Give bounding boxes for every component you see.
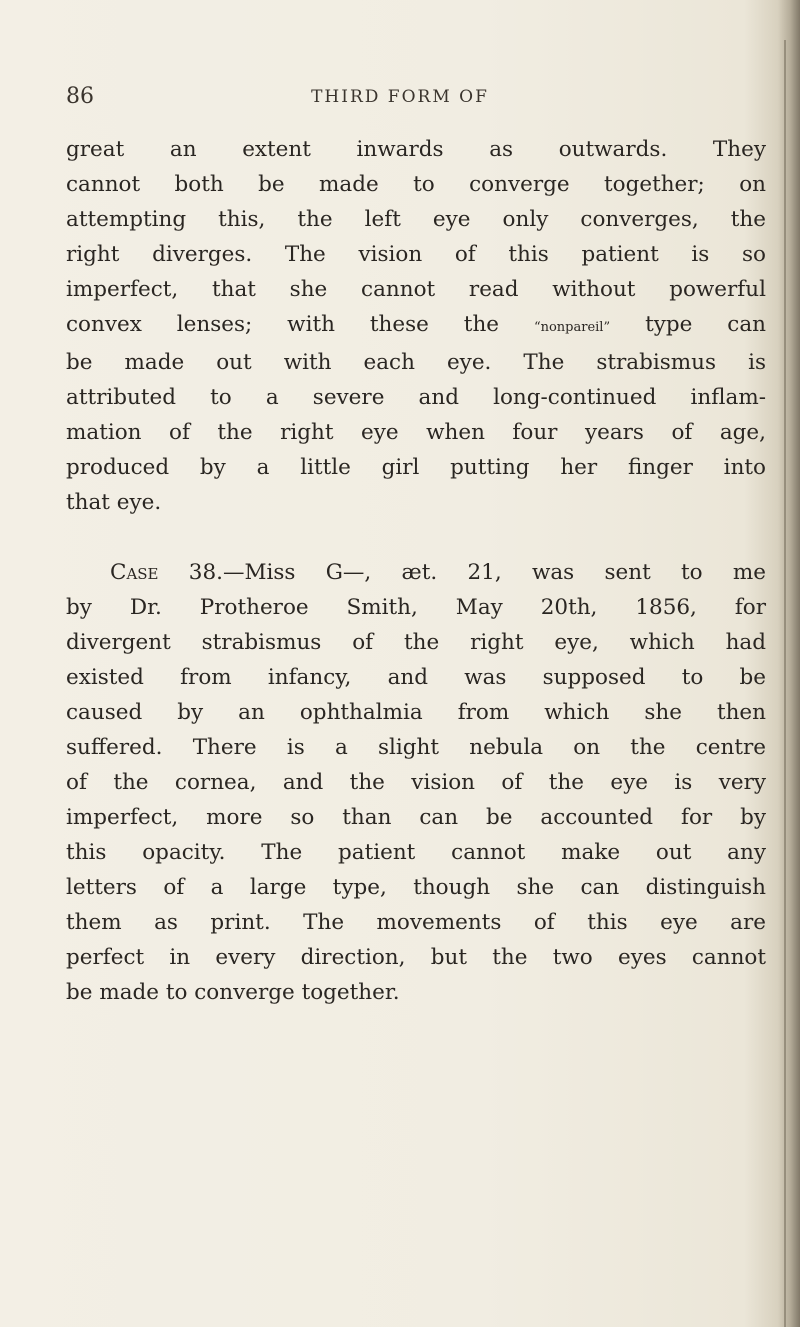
paragraph-1 <box>66 132 766 520</box>
text-fragment: convex lenses; with these the <box>66 312 534 337</box>
text-line: them as print. The movements of this eye are <box>66 910 766 935</box>
text-line: attempting this, the left eye only converges, the <box>66 207 766 232</box>
paragraph-gap <box>66 520 766 555</box>
text-line: right diverges. The vision of this patient is so <box>66 242 766 267</box>
page-edge-line <box>784 40 786 1327</box>
page-number: 86 <box>66 84 94 109</box>
text-line: be made to converge together. <box>66 980 400 1005</box>
text-line: that eye. <box>66 490 162 515</box>
text-line: of the cornea, and the vision of the eye is very <box>66 770 766 795</box>
body-text <box>66 132 766 1010</box>
case-label: Case 38. <box>110 560 223 585</box>
text-line: existed from infancy, and was supposed to be <box>66 665 766 690</box>
text-line: produced by a little girl putting her finger into <box>66 455 766 480</box>
text-line: imperfect, more so than can be accounted for by <box>66 805 766 830</box>
text-line: imperfect, that she cannot read without powerful <box>66 277 766 302</box>
text-line: great an extent inwards as outwards. They <box>66 137 766 162</box>
text-line: be made out with each eye. The strabismus is <box>66 350 766 375</box>
text-line: cannot both be made to converge together; on <box>66 172 766 197</box>
text-line: attributed to a severe and long-continued inflam- <box>66 385 766 410</box>
text-fragment: —Miss G—, æt. 21, was sent to me <box>222 560 766 585</box>
text-line: by Dr. Protheroe Smith, May 20th, 1856, for <box>66 595 766 620</box>
text-line: perfect in every direction, but the two eyes cannot <box>66 945 766 970</box>
text-line: letters of a large type, though she can distinguish <box>66 875 766 900</box>
page-edge-shadow <box>778 0 800 1327</box>
nonpareil-word: “nonpareil” <box>533 320 611 335</box>
text-line: this opacity. The patient cannot make out any <box>66 840 766 865</box>
paragraph-2 <box>66 555 766 1010</box>
running-head: THIRD FORM OF <box>311 87 489 107</box>
text-line: mation of the right eye when four years of age, <box>66 420 766 445</box>
case-heading-line <box>66 555 766 590</box>
text-line: suffered. There is a slight nebula on the centre <box>66 735 766 760</box>
text-line: divergent strabismus of the right eye, which had <box>66 630 766 655</box>
text-fragment: type can <box>610 312 766 337</box>
text-line: caused by an ophthalmia from which she then <box>66 700 766 725</box>
text-line-nonpareil <box>66 307 766 345</box>
